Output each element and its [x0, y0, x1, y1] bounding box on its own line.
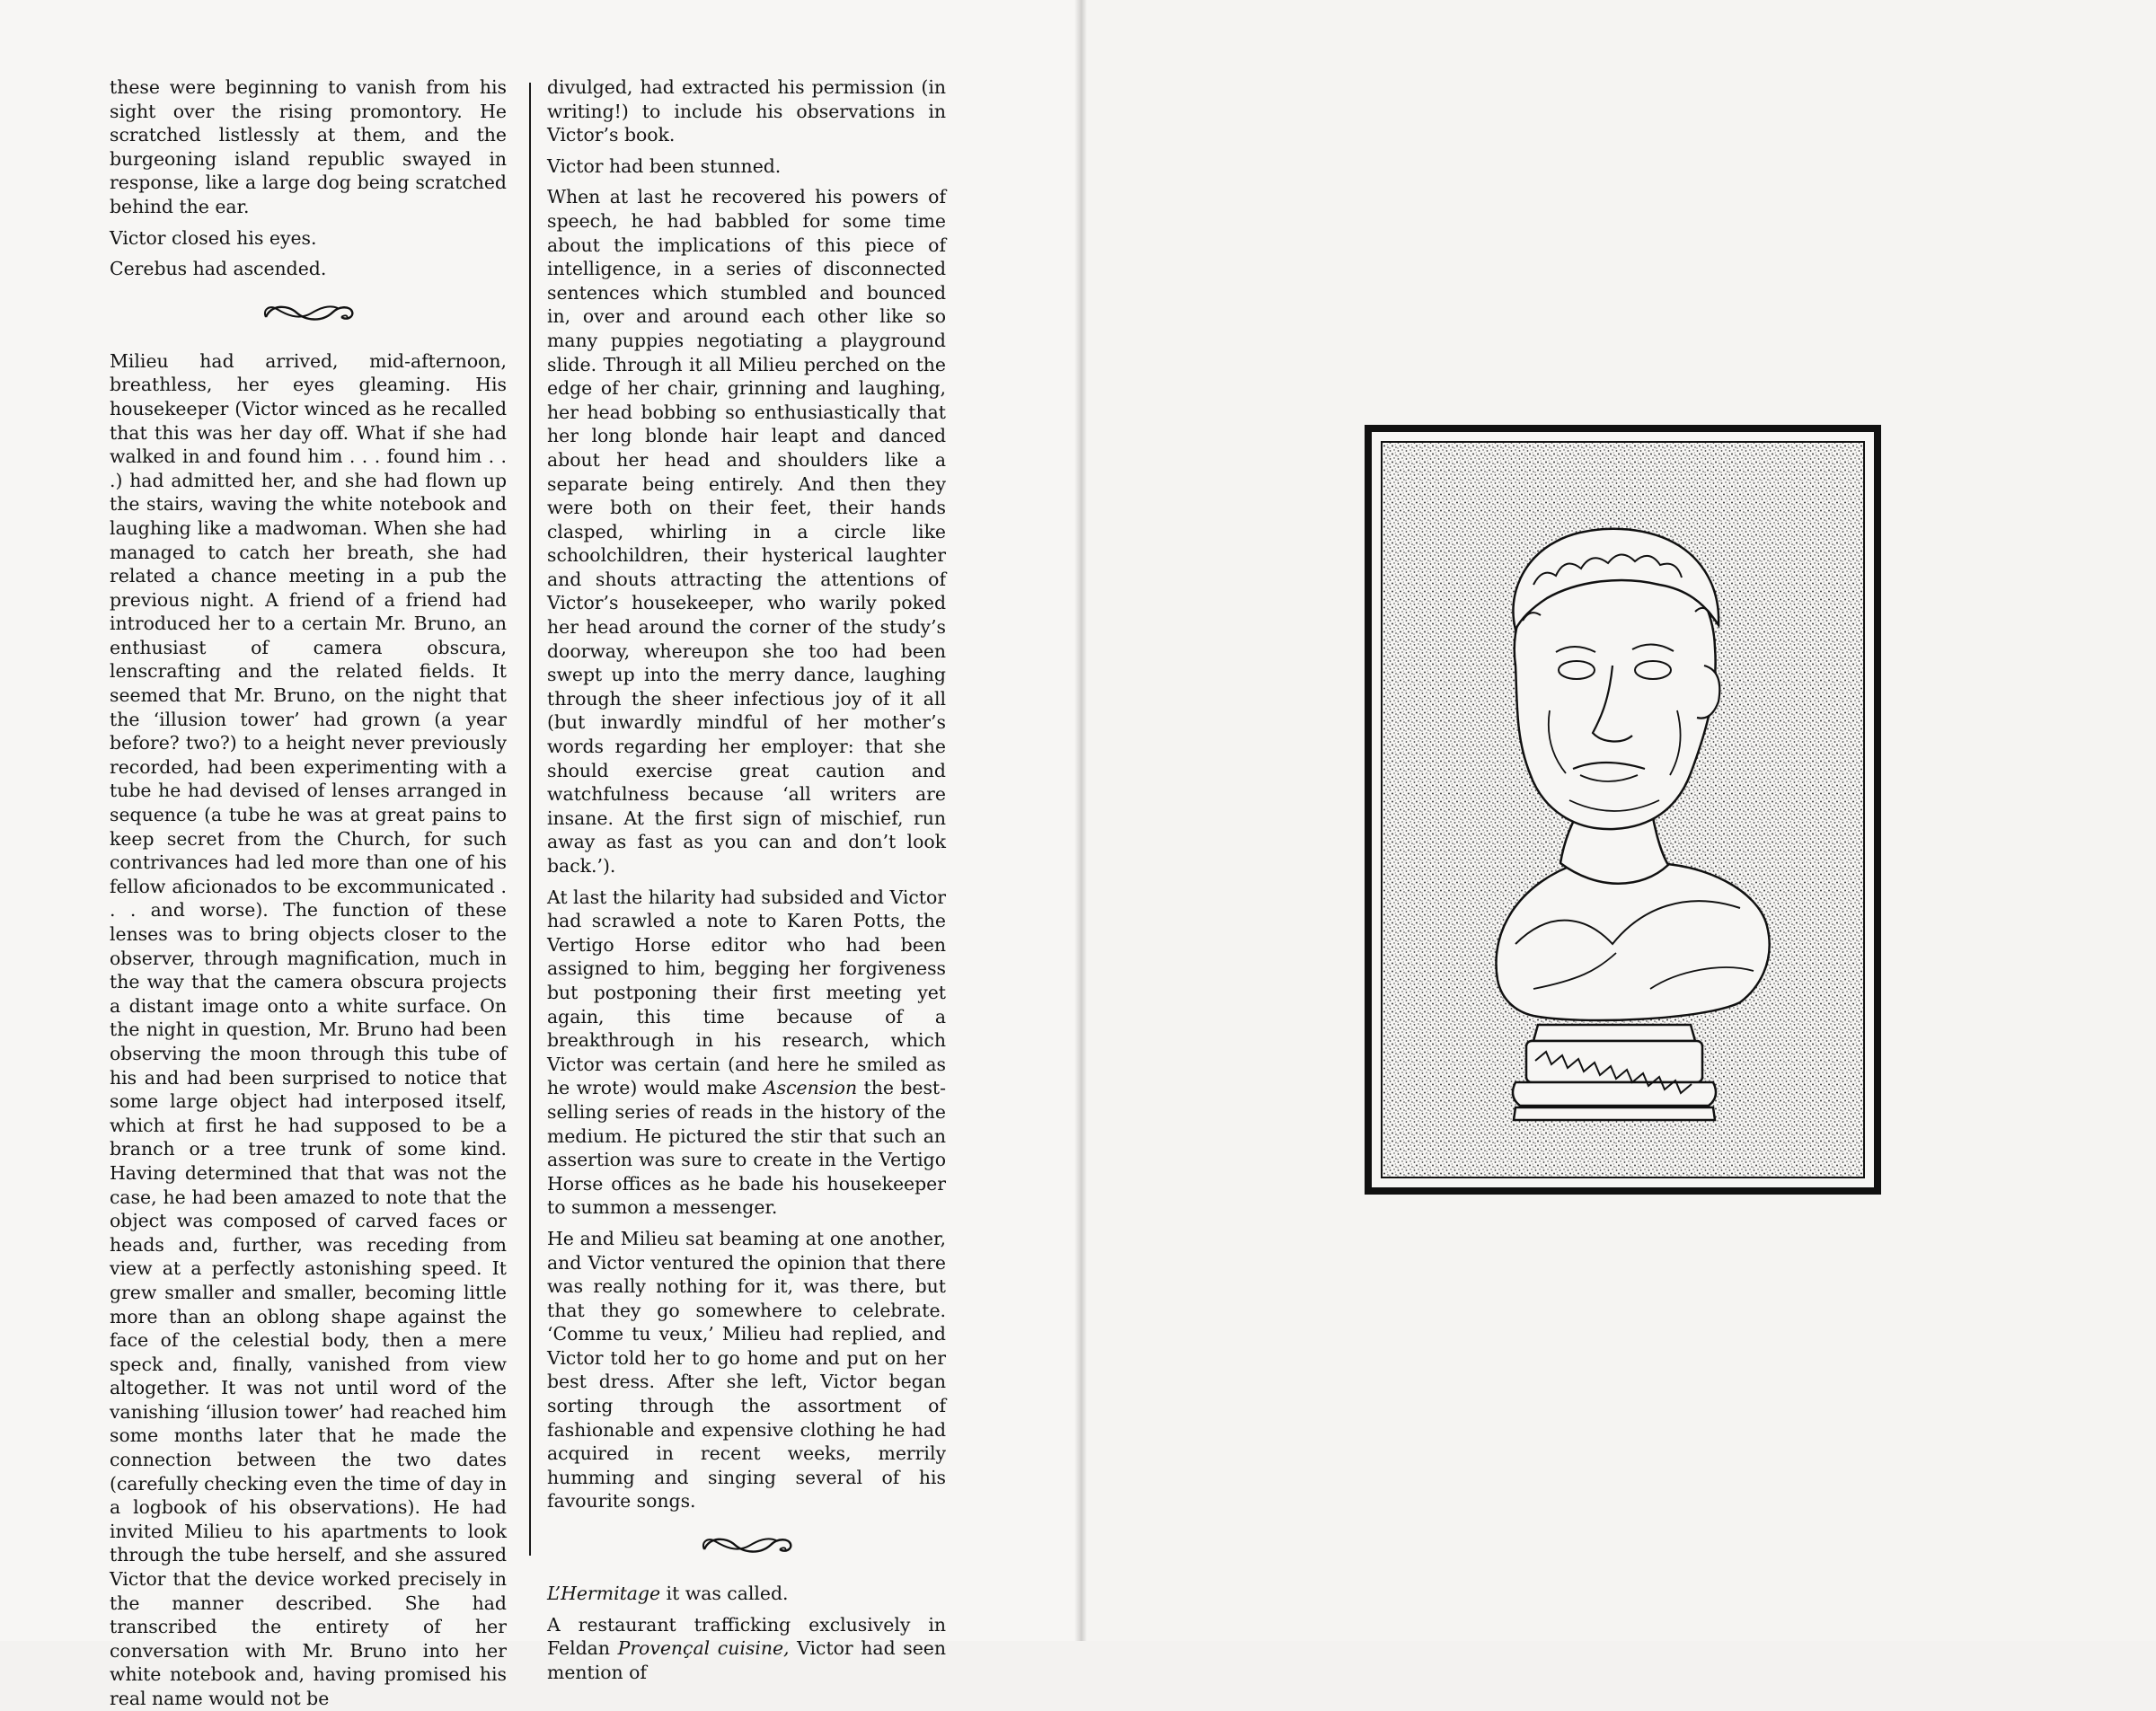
- text-run: the best-selling series of reads in the history of the medium. He pictured the stir that such an assertion was sure to create in the Vertigo Horse offices as he bade his housekeeper to summon a messenger.: [547, 1077, 946, 1219]
- paragraph: Victor closed his eyes.: [110, 226, 317, 249]
- paragraph: [547, 1582, 946, 1606]
- illustration-frame: [1365, 425, 1881, 1195]
- text-column-left: [110, 75, 507, 1711]
- paragraph: Victor had been stunned.: [547, 154, 782, 177]
- paragraph: Milieu had arrived, mid-afternoon, breathless, her eyes gleaming. His housekeeper (Victor winced as he recalled that this was her day off. What if she had walked in and found him . . . found him . . .) had admitted her, and she had flown up the stairs, waving the white notebook and laughing like a madwoman. When she had managed to catch her breath, she had related a chance meeting in a pub the previous night. A friend of a friend had introduced her to a certain Mr. Bruno, an enthusiast of camera obscura, lenscrafting and the related fields. It seemed that Mr. Bruno, on the night that the ‘illusion tower’ had grown (a year before? two?) to a height never previously recorded, had been experimenting with a tube he had devised of lenses arranged in sequence (a tube he was at great pains to keep secret from the Church, for such contrivances had led more than one of his fellow aficionados to be excommunicated . . . and worse). The function of these lenses was to bring objects closer to the observer, through magnification, much in the way that the camera obscura projects a distant image onto a white surface. On the night in question, Mr. Bruno had been observing the moon through this tube of his and had been surprised to notice that some large object had interposed itself, which at first he had supposed to be a branch or a tree trunk of some kind. Having determined that that was not the case, he had been amazed to note that the object was composed of carved faces or heads and, further, was receding from view at a perfectly astonishing speed. It grew smaller and smaller, becoming little more than an oblong shape against the face of the celestial body, then a mere speck and, finally, vanished from view altogether. It was not until word of the vanishing ‘illusion tower’ had reached him some months later that he made the connection between the two dates (carefully checking even the time of day in a logbook of his observations). He had invited Milieu to his apartments to look through the tube herself, and she assured Victor that the device worked precisely in the manner described. She had transcribed the entirety of her conversation with Mr. Bruno into her white notebook and, having promised his real name would not be: [110, 349, 507, 1709]
- paragraph: divulged, had extracted his permission (in writing!) to include his observations in Victor’s book.: [547, 76, 946, 146]
- text-run: it was called.: [660, 1583, 789, 1605]
- section-flourish-icon: [259, 299, 358, 326]
- text-run: A restaurant trafficking exclusively in Feldan: [547, 1613, 946, 1660]
- paragraph: [547, 886, 946, 1220]
- paragraph: He and Milieu sat beaming at one another, and Victor ventured the opinion that there was really nothing for it, was there, but that they go somewhere to celebrate. ‘Comme tu veux,’ Milieu had replied, and Victor told her to go home and put on her best dress. After she left, Victor began sorting through the assortment of fashionable and expensive clothing he had acquired in recent weeks, merrily humming and singing several of his favourite songs.: [547, 1227, 946, 1513]
- cuisine-name: Provençal cuisine,: [617, 1637, 790, 1660]
- bust-illustration: [1381, 441, 1865, 1178]
- paragraph: Cerebus had ascended.: [110, 258, 327, 280]
- bust-shoulders: [1496, 863, 1769, 1020]
- column-divider: [529, 83, 531, 1556]
- paragraph: [547, 1613, 946, 1685]
- book-gutter: [1074, 0, 1087, 1641]
- text-run: At last the hilarity had subsided and Victor had scrawled a note to Karen Potts, the Vertigo Horse editor who had been assigned to him, begging her forgiveness but postponing their first meeting yet again, this time because of a breakthrough in his research, which Victor was certain (and here he smiled as he wrote) would make: [547, 886, 946, 1099]
- section-flourish-icon: [697, 1531, 796, 1558]
- text-run: Victor had seen mention of: [547, 1637, 946, 1683]
- paragraph: these were beginning to vanish from his sight over the rising promontory. He scratched listlessly at them, and the burgeoning island republic swayed in response, like a large dog being scratched behind the ear.: [110, 76, 507, 217]
- restaurant-name: L’Hermitage: [547, 1583, 661, 1605]
- paragraph: When at last he recovered his powers of speech, he had babbled for some time about the implications of this piece of intelligence, in a series of disconnected sentences which stumbled and bounced in, over and around each other like so many puppies negotiating a playground slide. Through it all Milieu perched on the edge of her chair, grinning and laughing, her head bobbing so enthusiastically that her long blonde hair leapt and danced about her head and shoulders like a separate being entirely. And then they were both on their feet, their hands clasped, whirling in a circle like schoolchildren, their hysterical laughter and shouts attracting the attentions of Victor’s housekeeper, who warily poked her head around the corner of the study’s doorway, whereupon she too had been swept up into the merry dance, laughing through the sheer infectious joy of it all (but inwardly mindful of her mother’s words regarding her employer: that she should exercise great caution and watchfulness because ‘all writers are insane. At the first sign of mischief, run away as fast as you can and don’t look back.’).: [547, 186, 946, 877]
- text-column-right: [547, 75, 946, 1684]
- book-title: Ascension: [763, 1077, 858, 1099]
